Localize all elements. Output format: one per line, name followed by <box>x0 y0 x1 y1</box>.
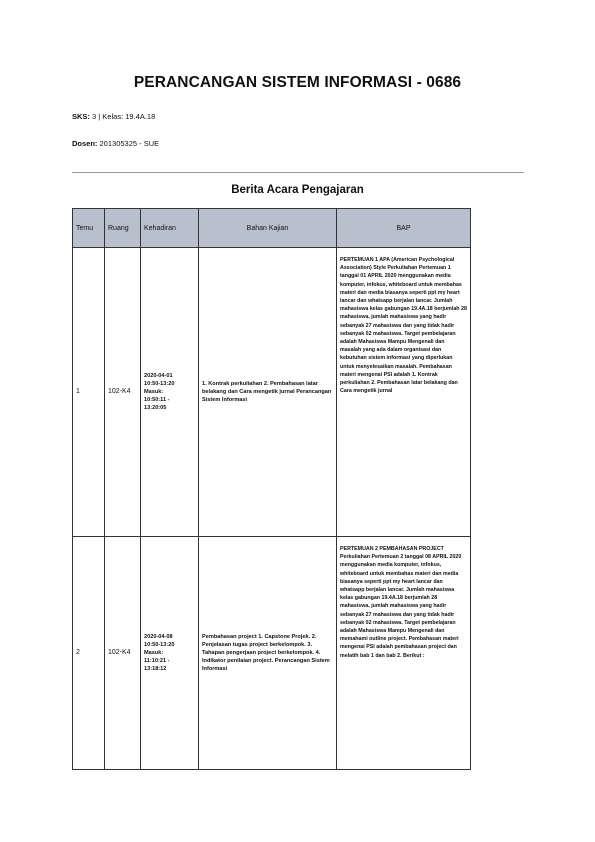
kehadiran-masuk-label: Masuk: <box>144 388 164 395</box>
divider <box>72 172 524 173</box>
kehadiran-time: 10:50-13:20 <box>144 641 175 648</box>
dosen-value: 201305325 - SUE <box>99 139 160 148</box>
cell-bap: PERTEMUAN 2 PEMBAHASAN PROJECT Perkuliahan Pertemuan 2 tanggal 08 APRIL 2020 menggunakan media komputer, infokus, whiteboard untuk membahas materi dan media biasanya seperti ppt my heart lancar dan whatsapp berjalan lancar. Jumlah mahasiswa kelas gabungan 19.4A.18 berjumlah 28 mahasiswa, jumlah mahasiswa yang hadir sebanyak 27 mahasiswa dan yang tidak hadir sebanyak 02 mahasiswa. Target pembelajaran adalah Mahasiswa Mampu Mengenali dan memahami outline project. Pembahasan materi mengenai PSI adalah pembahasan project dan melatih bab 1 dan bab 2. Berikut : <box>337 537 471 770</box>
kehadiran-out: 13:18:12 <box>144 666 167 673</box>
dosen-label: Dosen: <box>72 139 98 148</box>
kehadiran-time: 10:50-13:20 <box>144 380 175 387</box>
cell-temu: 2 <box>73 537 105 770</box>
section-title: Berita Acara Pengajaran <box>231 184 364 196</box>
header-kehadiran: Kehadiran <box>141 209 199 248</box>
cell-bahan-kajian: Pembahasan project 1. Capstone Projek. 2. Penjelasan tugas project berkelompok. 3. Tahapan pengerjaan project berkelompok. 4. Indikator penilaian project. Perancangan Sistem Informasi <box>199 537 337 770</box>
kehadiran-date: 2020-04-08 <box>144 633 173 640</box>
kehadiran-masuk-label: Masuk: <box>144 649 164 656</box>
header-ruang: Ruang <box>105 209 141 248</box>
cell-temu: 1 <box>73 248 105 537</box>
cell-kehadiran <box>141 537 199 770</box>
header-temu: Temu <box>73 209 105 248</box>
kehadiran-date: 2020-04-01 <box>144 372 173 379</box>
document-title: PERANCANGAN SISTEM INFORMASI - 0686 <box>133 74 462 91</box>
kehadiran-in: 11:10:21 - <box>144 658 170 665</box>
cell-kehadiran <box>141 248 199 537</box>
cell-ruang: 102-K4 <box>105 248 141 537</box>
sks-line <box>72 112 155 121</box>
bap-table <box>72 208 471 770</box>
table-header-row <box>73 209 471 248</box>
sks-value: 3 | Kelas: 19.4A.18 <box>92 112 156 121</box>
table-row <box>73 537 471 770</box>
kehadiran-in: 10:50:11 - <box>144 397 170 404</box>
header-bahan-kajian: Bahan Kajian <box>199 209 337 248</box>
sks-label: SKS: <box>72 112 90 121</box>
header-bap: BAP <box>337 209 471 248</box>
kehadiran-out: 13:20:05 <box>144 405 167 412</box>
cell-ruang: 102-K4 <box>105 537 141 770</box>
dosen-line <box>72 139 159 148</box>
cell-bahan-kajian: 1. Kontrak perkuliahan 2. Pembahasan latar belakang dan Cara mengetik jurnal Perancangan Sistem Informasi <box>199 248 337 537</box>
cell-bap: PERTEMUAN 1 APA (American Psychological Association) Style Perkuliahan Pertemuan 1 tanggal 01 APRIL 2020 menggunakan media komputer, infokus, whiteboard untuk membahas materi dan media biasanya seperti ppt my heart lancar dan whatsapp berjalan lancar. Jumlah mahasiswa kelas gabungan 19.4A.18 berjumlah 28 mahasiswa, jumlah mahasiswa yang hadir sebanyak 27 mahasiswa dan yang tidak hadir sebanyak 02 mahasiswa. Target pembelajaran adalah Mahasiswa Mampu Mengenali dan masalah yang ada dalam organisasi dan kebutuhan sistem informasi yang diperlukan untuk menyelesaikan masalah. Pembahasan materi mengenai PSI adalah 1. Kontrak perkuliahan 2. Pembahasan latar belakang dan Cara mengetik jurnal <box>337 248 471 537</box>
table-row <box>73 248 471 537</box>
